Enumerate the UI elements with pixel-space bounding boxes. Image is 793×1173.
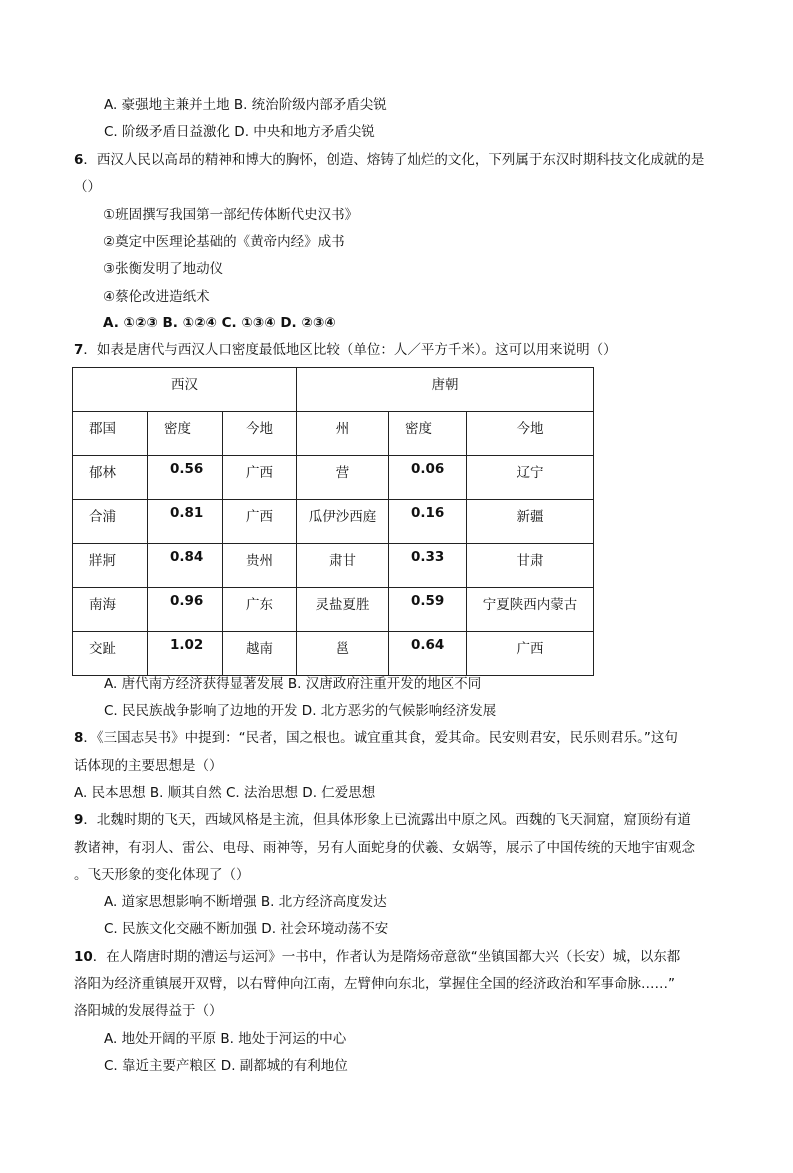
q9-options-line2: C. 民族文化交融不断加强 D. 社会环境动荡不安 [104,921,389,937]
table-cell: 广西 [223,456,297,500]
header-xihan: 西汉 [73,368,297,412]
table-cell: 郁林 [73,456,148,500]
table-cell: 宁夏陕西内蒙古 [467,588,594,632]
table-cell: 0.64 [389,632,467,676]
header-tang: 唐朝 [297,368,594,412]
table-cell: 甘肃 [467,544,594,588]
table-cell: 肃甘 [297,544,389,588]
column-header: 郡国 [73,412,148,456]
table-cell: 贵州 [223,544,297,588]
table-cell: 0.59 [389,588,467,632]
table-cell: 1.02 [148,632,223,676]
q6-number: 6 [74,152,84,168]
q9-number: 9 [74,812,84,828]
q6-item-4: ④蔡伦改进造纸术 [103,289,210,305]
table-cell: 牂牁 [73,544,148,588]
table-cell: 0.84 [148,544,223,588]
q9-options-line1: A. 道家思想影响不断增强 B. 北方经济高度发达 [104,894,387,910]
q10-stem-line1: 10．在人隋唐时期的漕运与运河》一书中，作者认为是隋炀帝意欲“坐镇国都大兴（长安）城，以东都 [74,949,681,965]
q10-options-line2: C. 靠近主要产粮区 D. 副都城的有利地位 [104,1058,348,1074]
q6-options: A. ①②③ B. ①②④ C. ①③④ D. ②③④ [103,315,336,331]
table-cell: 0.16 [389,500,467,544]
column-header: 密度 [389,412,467,456]
q6-item-2: ②奠定中医理论基础的《黄帝内经》成书 [103,234,345,250]
q8-stem-line1: 8．《三国志吴书》中提到：“民者，国之根也。诚宜重其食，爱其命。民安则君安，民乐则君乐。”这句 [74,730,678,746]
table-row [73,500,594,544]
table-cell: 0.33 [389,544,467,588]
table-cell: 0.81 [148,500,223,544]
q8-options: A. 民本思想 B. 顺其自然 C. 法治思想 D. 仁爱思想 [74,785,376,801]
q10-stem-line2: 洛阳为经济重镇展开双臂，以右臂伸向江南，左臂伸向东北，掌握住全国的经济政治和军事命脉……” [74,976,675,992]
q7-options-line1: A. 唐代南方经济获得显著发展 B. 汉唐政府注重开发的地区不同 [104,676,482,692]
table-cell: 邕 [297,632,389,676]
q6-stem-line2: （） [74,179,101,195]
table-cell: 瓜伊沙西庭 [297,500,389,544]
q10-stem-line3: 洛阳城的发展得益于（） [74,1003,223,1019]
q6-item-3: ③张衡发明了地动仪 [103,261,224,277]
q6-stem-line1: 6．西汉人民以高昂的精神和博大的胸怀，创造、熔铸了灿烂的文化，下列属于东汉时期科技文化成就的是 [74,152,705,168]
table-cell: 新疆 [467,500,594,544]
table-cell: 交趾 [73,632,148,676]
q10-number: 10 [74,949,93,965]
table-cell: 广西 [467,632,594,676]
q10-options-line1: A. 地处开阔的平原 B. 地处于河运的中心 [104,1031,347,1047]
q9-stem-line3: 。飞天形象的变化体现了（） [74,867,250,883]
table-cell: 灵盐夏胜 [297,588,389,632]
table-row [73,588,594,632]
q7-stem: 7．如表是唐代与西汉人口密度最低地区比较（单位：人／平方千米）。这可以用来说明（） [74,342,617,358]
column-header: 州 [297,412,389,456]
table-cell: 营 [297,456,389,500]
q6-item-1: ①班固撰写我国第一部纪传体断代史汉书》 [103,207,359,223]
q5-options-line1: A. 豪强地主兼并土地 B. 统治阶级内部矛盾尖锐 [104,97,387,113]
column-header: 今地 [467,412,594,456]
table-cell: 南海 [73,588,148,632]
q5-options-line2: C. 阶级矛盾日益激化 D. 中央和地方矛盾尖锐 [104,124,375,140]
population-density-table [72,367,594,676]
q9-stem-line2: 教诸神，有羽人、雷公、电母、雨神等，另有人面蛇身的伏羲、女娲等，展示了中国传统的天地宇宙观念 [74,840,695,856]
table-group-header-row [73,368,594,412]
table-cell: 辽宁 [467,456,594,500]
table-cell: 0.56 [148,456,223,500]
table-cell: 0.06 [389,456,467,500]
column-header: 密度 [148,412,223,456]
table-cell: 0.96 [148,588,223,632]
q7-options-line2: C. 民民族战争影响了边地的开发 D. 北方恶劣的气候影响经济发展 [104,703,497,719]
table-cell: 广西 [223,500,297,544]
table-cell: 广东 [223,588,297,632]
table-cell: 合浦 [73,500,148,544]
q7-number: 7 [74,342,84,358]
table-cell: 越南 [223,632,297,676]
table-column-header-row [73,412,594,456]
column-header: 今地 [223,412,297,456]
q8-stem-line2: 话体现的主要思想是（） [74,758,223,774]
q8-number: 8 [74,730,84,746]
table-row [73,456,594,500]
table-row [73,544,594,588]
q9-stem-line1: 9．北魏时期的飞天，西域风格是主流，但具体形象上已流露出中原之风。西魏的飞天洞窟，窟顶纷有道 [74,812,691,828]
table-row [73,632,594,676]
